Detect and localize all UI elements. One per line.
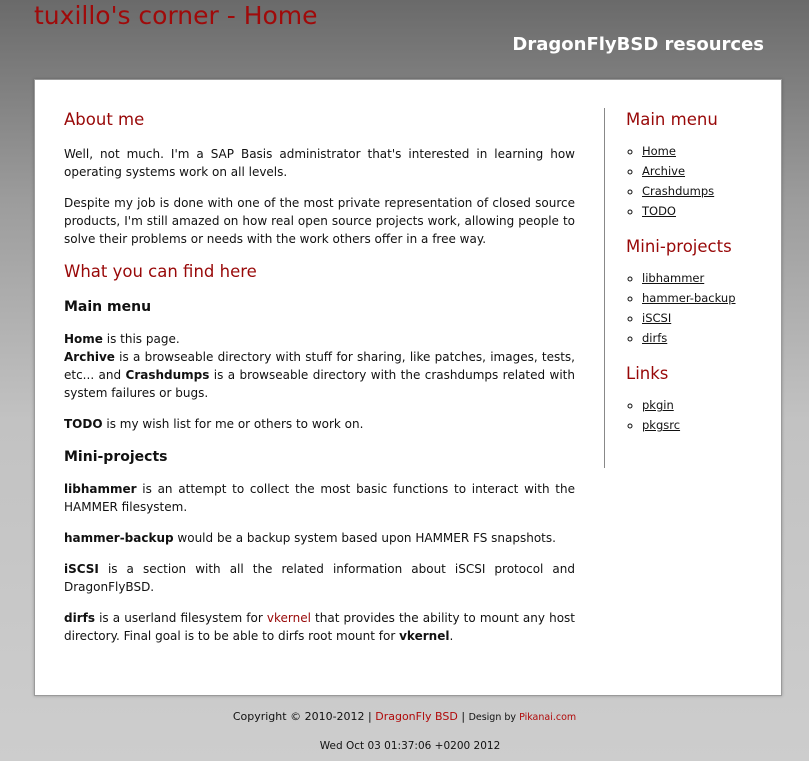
copyright-text: Copyright © 2010-2012: [232, 710, 365, 723]
sidebar-item-todo: [642, 201, 774, 221]
sidebar-item-libhammer: [642, 268, 774, 288]
pkgin-link[interactable]: pkgin: [642, 398, 674, 412]
main-menu-subheading: Main menu: [64, 299, 152, 315]
todo-text: is my wish list for me or others to work on.: [102, 417, 364, 431]
archive-link[interactable]: Archive: [642, 164, 686, 178]
archive-term: Archive: [64, 350, 115, 364]
pkgsrc-link[interactable]: pkgsrc: [642, 418, 681, 432]
about-heading: About me: [64, 110, 145, 129]
main-content: [64, 110, 575, 645]
sidebar-item-hammer-backup: [642, 288, 774, 308]
libhammer-link[interactable]: libhammer: [642, 271, 705, 285]
site-subtitle: DragonFlyBSD resources: [512, 34, 764, 55]
sidebar-item-pkgsrc: [642, 415, 774, 435]
crashdumps-term: Crashdumps: [125, 368, 210, 382]
sidebar-item-archive: [642, 161, 774, 181]
hammer-backup-text: would be a backup system based upon HAMMER FS snapshots.: [173, 531, 556, 545]
iscsi-link[interactable]: iSCSI: [642, 311, 672, 325]
page-date: Wed Oct 03 01:37:06 +0200 2012: [319, 740, 501, 752]
dirfs-term: dirfs: [64, 611, 95, 625]
todo-description: [64, 415, 575, 433]
hammer-backup-link[interactable]: hammer-backup: [642, 291, 736, 305]
sidebar-main-menu: [626, 141, 774, 221]
sidebar-links-heading: Links: [626, 364, 669, 383]
home-link[interactable]: Home: [642, 144, 676, 158]
iscsi-text: is a section with all the related information about iSCSI protocol and DragonFlyBSD.: [64, 562, 575, 594]
sidebar-item-home: [642, 141, 774, 161]
vkernel-term: vkernel: [399, 629, 450, 643]
footer-separator-1: |: [364, 710, 376, 723]
content-panel: [34, 79, 782, 696]
hammer-backup-term: hammer-backup: [64, 531, 174, 545]
sidebar-item-pkgin: [642, 395, 774, 415]
iscsi-description: [64, 560, 575, 596]
home-term: Home: [64, 332, 103, 346]
design-by-text: Design by: [468, 712, 520, 723]
todo-term: TODO: [64, 417, 103, 431]
libhammer-description: [64, 480, 575, 516]
archive-text: is a browseable directory with stuff for sharing, like patches, images, tests, etc... and: [64, 350, 575, 382]
libhammer-text: is an attempt to collect the most basic functions to interact with the HAMMER filesystem.: [64, 482, 575, 514]
dragonfly-bsd-link[interactable]: DragonFly BSD: [375, 710, 458, 723]
crashdumps-link[interactable]: Crashdumps: [642, 184, 715, 198]
sidebar-main-menu-heading: Main menu: [626, 110, 718, 129]
dirfs-text-2: that provides the ability to mount any host directory. Final goal is to be able to dirfs root mount for: [64, 611, 575, 643]
home-text: is this page.: [102, 332, 180, 346]
sidebar-links: [626, 395, 774, 435]
mini-projects-subheading: Mini-projects: [64, 449, 168, 465]
find-heading: What you can find here: [64, 262, 257, 281]
sidebar-item-dirfs: [642, 328, 774, 348]
about-paragraph-2: Despite my job is done with one of the most private representation of closed source products, I'm still amazed on how real open source projects work, allowing people to solve their problems or needs with the work others offer in a free way.: [64, 196, 575, 246]
about-paragraph-1: Well, not much. I'm a SAP Basis administrator that's interested in learning how operating systems work on all levels.: [64, 147, 575, 179]
hammer-backup-description: [64, 529, 575, 547]
main-menu-description: [64, 330, 575, 402]
sidebar-mini-projects: [626, 268, 774, 348]
pikanai-link[interactable]: Pikanai.com: [519, 712, 577, 723]
iscsi-term: iSCSI: [64, 562, 99, 576]
dirfs-link[interactable]: dirfs: [642, 331, 668, 345]
dirfs-text-3: .: [449, 629, 454, 643]
dirfs-description: [64, 609, 575, 645]
site-title: tuxillo's corner - Home: [34, 1, 318, 30]
vkernel-link[interactable]: vkernel: [266, 611, 311, 625]
crashdumps-text: is a browseable directory with the crashdumps related with system failures or bugs.: [64, 368, 575, 400]
footer-separator-2: |: [457, 710, 469, 723]
dirfs-text-1: is a userland filesystem for: [94, 611, 267, 625]
sidebar: [604, 108, 774, 468]
sidebar-item-crashdumps: [642, 181, 774, 201]
todo-link[interactable]: TODO: [642, 204, 676, 218]
footer: [0, 710, 809, 723]
libhammer-term: libhammer: [64, 482, 137, 496]
sidebar-mini-projects-heading: Mini-projects: [626, 237, 732, 256]
sidebar-item-iscsi: [642, 308, 774, 328]
